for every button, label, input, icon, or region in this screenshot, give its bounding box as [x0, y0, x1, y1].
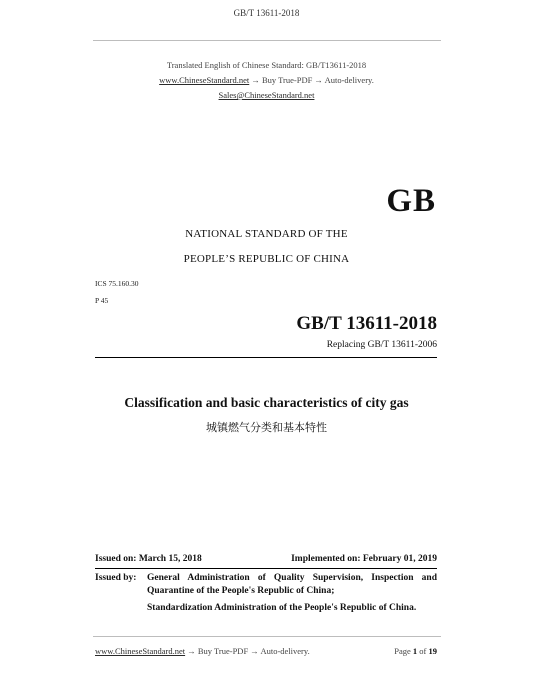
translation-line: Translated English of Chinese Standard: GB/T13611-2018	[166, 60, 367, 70]
footer-website-link[interactable]: www.ChineseStandard.net	[95, 646, 186, 656]
page-header: GB/T 13611-2018	[233, 8, 300, 18]
page-footer	[95, 646, 437, 656]
upper-rule	[95, 357, 437, 358]
standard-number: GB/T 13611-2018	[296, 313, 437, 334]
title-chinese: 城镇燃气分类和基本特性	[206, 421, 327, 434]
replacing-note: Replacing GB/T 13611-2006	[326, 340, 437, 350]
issuer-2: Standardization Administration of the People's Republic of China.	[147, 603, 417, 613]
issued-by-label: Issued by:	[95, 573, 137, 583]
issued-by-block	[95, 572, 437, 619]
page-indicator	[394, 646, 437, 656]
website-link[interactable]: www.ChineseStandard.net	[159, 75, 250, 85]
translation-notice	[0, 58, 533, 103]
dates-row	[95, 554, 437, 564]
footer-purchase-text: → Buy True-PDF → Auto-delivery.	[187, 646, 310, 656]
email-link[interactable]: Sales@ChineseStandard.net	[218, 90, 315, 100]
national-standard-line-2: PEOPLE’S REPUBLIC OF CHINA	[183, 253, 350, 265]
national-standard-line-1: NATIONAL STANDARD OF THE	[185, 228, 348, 240]
gb-mark: GB	[386, 183, 436, 219]
title-english: Classification and basic characteristics of city gas	[124, 395, 409, 410]
page-label: Page	[394, 646, 411, 656]
issuer-1: General Administration of Quality Supervision, Inspection and Quarantine of the People's Republic of China;	[147, 573, 437, 596]
of-label: of	[419, 646, 427, 656]
ics-code: ICS 75.160.30	[95, 279, 139, 288]
page-total: 19	[428, 646, 437, 656]
p-code: P 45	[95, 296, 109, 305]
lower-rule	[95, 568, 437, 569]
implemented-on: Implemented on: February 01, 2019	[291, 554, 437, 564]
page-number: 1	[412, 646, 418, 656]
footer-divider	[93, 636, 441, 637]
purchase-line	[0, 73, 533, 88]
email-line	[0, 88, 533, 103]
issued-on: Issued on: March 15, 2018	[95, 554, 202, 564]
header-divider	[93, 40, 441, 41]
purchase-text: → Buy True-PDF → Auto-delivery.	[251, 75, 374, 85]
